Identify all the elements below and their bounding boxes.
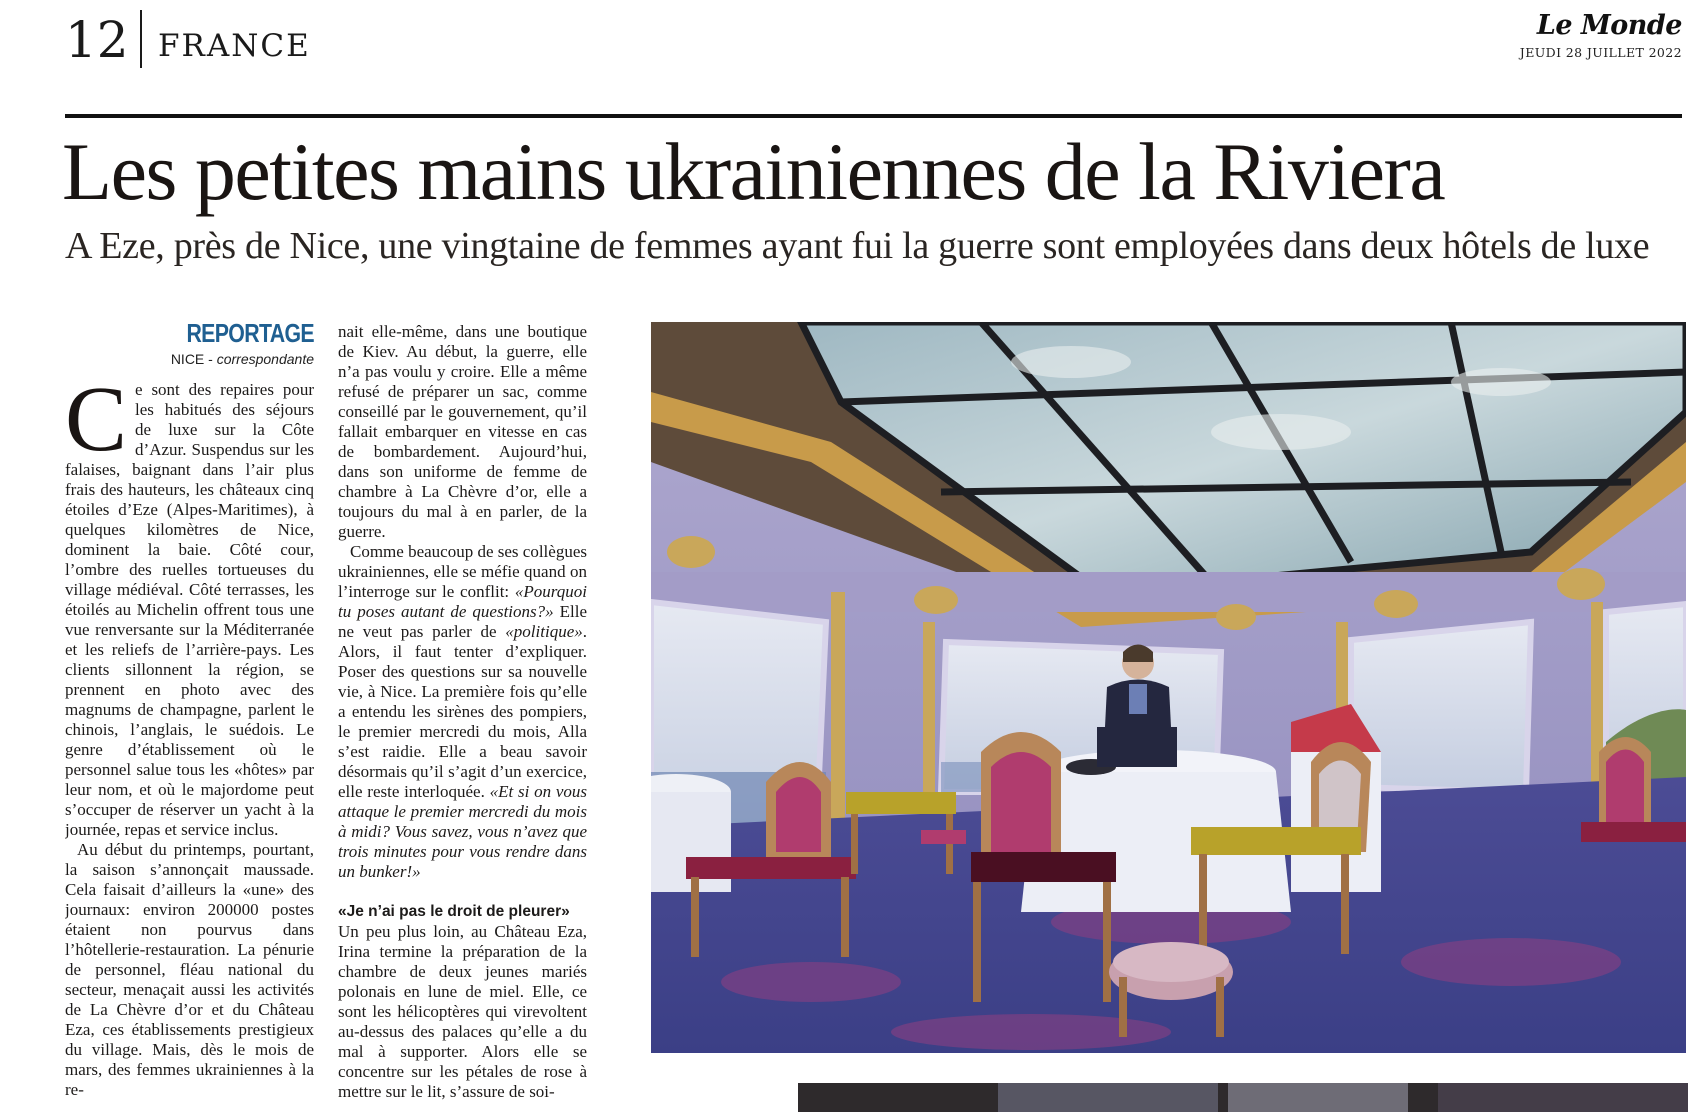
quote: «politique» bbox=[505, 622, 583, 641]
quote: «Pourquoi tu poses autant de questions?» bbox=[338, 582, 587, 621]
article-column-2 bbox=[338, 322, 587, 1112]
paragraph-text: Comme beaucoup de ses collègues ukrainiennes, elle se méfie quand on l’interroge sur le conflit: bbox=[338, 542, 587, 601]
top-rule bbox=[65, 114, 1682, 118]
section-name: FRANCE bbox=[158, 28, 311, 64]
paragraph bbox=[338, 542, 587, 882]
kicker: REPORTAGE bbox=[186, 318, 314, 348]
quote: «Et si on vous attaque le premier mercredi du mois à midi? Vous savez, vous n’avez que trois minutes pour vous rendre dans un bunker!» bbox=[338, 782, 587, 881]
photo-restaurant-interior bbox=[651, 322, 1686, 1053]
secondary-photo bbox=[798, 1083, 1688, 1112]
byline-place: NICE - bbox=[170, 351, 217, 367]
drop-cap: C bbox=[65, 380, 128, 471]
paragraph bbox=[65, 380, 314, 840]
newspaper-logo: Le Monde bbox=[1536, 10, 1682, 41]
header-divider bbox=[140, 10, 142, 68]
paragraph-text: Elle ne veut pas parler de bbox=[338, 602, 587, 641]
paragraph: Au début du printemps, pourtant, la saison s’annonçait maussade. Cela faisait d’ailleurs la «une» des journaux: environ 200000 postes étaient non pourvus dans l’hôtellerie-restauration. La pénurie de personnel, fléau national du secteur, menaçait aussi les activités de La Chèvre d’or et du Château Eza, ces établissements prestigieux du village. Mais, dès le mois de mars, des femmes ukrainiennes à la re- bbox=[65, 840, 314, 1099]
byline bbox=[100, 350, 314, 368]
photo-dark-interior bbox=[798, 1083, 1688, 1112]
paragraph-text: e sont des repaires pour les habitués des séjours de luxe sur la Côte d’Azur. Suspendus sur les falaises, baignant dans l’air plus frais des hauteurs, les châteaux cinq étoiles d’Eze (Alpes-Maritimes), à quelques kilomètres de Nice, dominent la baie. Côté cour, l’ombre des ruelles tortueuses du village médiéval. Côté terrasses, les étoilés au Michelin offrent tous une vue renversante sur la Méditerranée et les reliefs de l’arrière-pays. Les clients sillonnent la région, se prennent en photo avec des magnums de champagne, parlent le chinois, l’anglais, le suédois. Le genre d’établissement où le personnel salue tous les «hôtes» par leur nom, et où le majordome peut s’occuper de réserver un yacht à la journée, repas et service inclus. bbox=[65, 380, 314, 839]
issue-date: JEUDI 28 JUILLET 2022 bbox=[1519, 45, 1682, 60]
byline-role: correspondante bbox=[216, 351, 314, 367]
article-photo bbox=[651, 322, 1686, 1053]
deck: A Eze, près de Nice, une vingtaine de femmes ayant fui la guerre sont employées dans deux hôtels de luxe bbox=[65, 225, 1650, 267]
headline: Les petites mains ukrainiennes de la Riviera bbox=[62, 126, 1445, 217]
paragraph-text: . Alors, il faut tenter d’expliquer. Poser des questions sur sa nouvelle vie, à Nice. La première fois qu’elle a entendu les sirènes des pompiers, le premier mercredi du mois, Alla s’est raidie. Elle a beau savoir désormais qu’il s’agit d’un exercice, elle reste interloquée. bbox=[338, 622, 587, 801]
paragraph: nait elle-même, dans une boutique de Kiev. Au début, la guerre, elle n’a pas voulu y croire. Elle a même refusé de préparer un sac, comme conseillé par le gouvernement, qu’il fallait embarquer en vitesse en cas de bombardement. Aujourd’hui, dans son uniforme de femme de chambre à La Chèvre d’or, elle a toujours du mal à en parler, de la guerre. bbox=[338, 322, 587, 541]
intertitle: «Je n’ai pas le droit de pleurer» bbox=[338, 903, 570, 920]
page-number: 12 bbox=[65, 11, 129, 69]
article-column-1 bbox=[65, 380, 314, 1112]
paragraph: Un peu plus loin, au Château Eza, Irina termine la préparation de la chambre de deux jeunes mariés polonais en lune de miel. Elle, ce sont les hélicoptères qui virevoltent au-dessus des palaces qu’elle a du mal à supporter. Alors elle se concentre sur les pétales de rose à mettre sur le lit, s’assure de soi- bbox=[338, 922, 587, 1101]
